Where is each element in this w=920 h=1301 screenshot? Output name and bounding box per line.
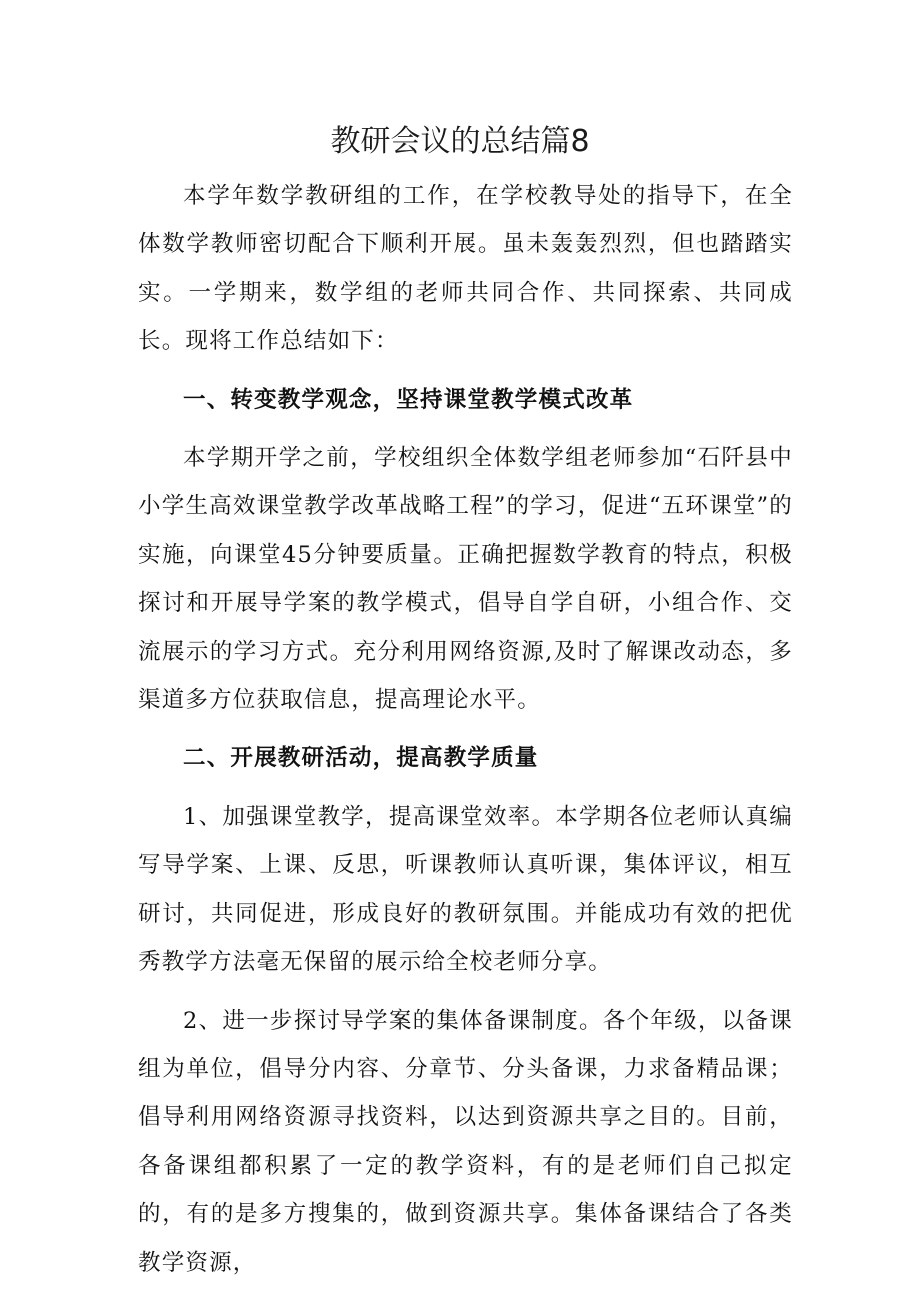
- section2-item2-paragraph: 2、进一步探讨导学案的集体备课制度。各个年级，以备课组为单位，倡导分内容、分章节、分头备课，力求备精品课；倡导利用网络资源寻找资料，以达到资源共享之目的。目前，各备课组都积累了一定的教学资料，有的是老师们自己拟定的，有的是多方搜集的，做到资源共享。集体备课结合了各类教学资源，: [138, 1007, 793, 1276]
- section2-item1-paragraph: 1、加强课堂教学，提高课堂效率。本学期各位老师认真编写导学案、上课、反思，听课教师认真听课，集体评议，相互研讨，共同促进，形成良好的教研氛围。并能成功有效的把优秀教学方法毫无保留的展示给全校老师分享。: [138, 803, 793, 976]
- intro-paragraph: 本学年数学教研组的工作，在学校教导处的指导下，在全体数学教师密切配合下顺利开展。虽未轰轰烈烈，但也踏踏实实。一学期来，数学组的老师共同合作、共同探索、共同成长。现将工作总结如下：: [138, 183, 793, 355]
- section2-heading: 二、开展教研活动，提高教学质量: [183, 745, 539, 772]
- document-title: 教研会议的总结篇8: [330, 124, 590, 159]
- section1-paragraph: 本学期开学之前，学校组织全体数学组老师参加“石阡县中小学生高效课堂教学改革战略工程”的学习，促进“五环课堂”的实施，向课堂45分钟要质量。正确把握数学教育的特点，积极探讨和开展导学案的教学模式，倡导自学自研，小组合作、交流展示的学习方式。充分利用网络资源,及时了解课改动态，多渠道多方位获取信息，提高理论水平。: [138, 445, 793, 714]
- section1-heading: 一、转变教学观念，坚持课堂教学模式改革: [183, 386, 634, 413]
- document-body: [138, 172, 793, 1287]
